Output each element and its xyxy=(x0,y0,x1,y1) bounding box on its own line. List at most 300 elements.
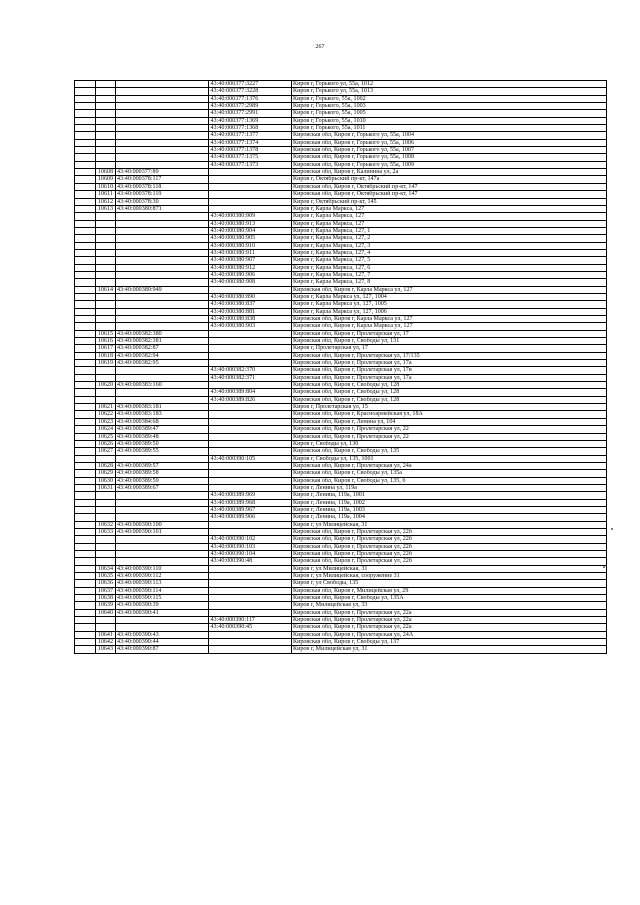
cadastral-number-cell: 43:40:000390:110 xyxy=(115,565,209,572)
row-number-cell: 10637 xyxy=(95,587,115,594)
row-number-cell xyxy=(95,367,115,374)
table-row xyxy=(75,484,607,491)
blank-cell xyxy=(75,161,96,168)
sub-cadastral-number-cell xyxy=(209,191,292,198)
row-number-cell: 10612 xyxy=(95,198,115,205)
page-number: 267 xyxy=(315,44,325,50)
address-cell: Киров г, Милицейская ул, 33 xyxy=(291,602,607,609)
table-row xyxy=(75,249,607,256)
sub-cadastral-number-cell xyxy=(209,382,292,389)
cadastral-number-cell xyxy=(115,543,209,550)
row-number-cell: 10619 xyxy=(95,360,115,367)
row-number-cell: 10614 xyxy=(95,286,115,293)
blank-cell xyxy=(75,499,96,506)
sub-cadastral-number-cell: 43:40:000380:909 xyxy=(209,213,292,220)
address-cell: Киров г, Ленина ул, 119а xyxy=(291,484,607,491)
blank-cell xyxy=(75,433,96,440)
address-cell: Кировская обл, Киров г, Милицейская ул, 29 xyxy=(291,587,607,594)
blank-cell xyxy=(75,580,96,587)
address-cell: Кировская обл, Киров г, Калинина ул, 2а xyxy=(291,169,607,176)
cadastral-number-cell xyxy=(115,235,209,242)
cadastral-number-cell xyxy=(115,227,209,234)
table-row xyxy=(75,631,607,638)
row-number-cell: 10610 xyxy=(95,183,115,190)
cadastral-number-cell: 43:40:000383:181 xyxy=(115,404,209,411)
address-cell: Кировская обл, Киров г, Пролетарская ул, 22б xyxy=(291,543,607,550)
blank-cell xyxy=(75,573,96,580)
cadastral-number-cell xyxy=(115,110,209,117)
sub-cadastral-number-cell xyxy=(209,176,292,183)
cadastral-number-cell xyxy=(115,81,209,88)
cadastral-number-cell xyxy=(115,514,209,521)
table-row xyxy=(75,470,607,477)
scan-speck xyxy=(603,566,605,568)
cadastral-number-cell: 43:40:000390:87 xyxy=(115,646,209,653)
sub-cadastral-number-cell xyxy=(209,360,292,367)
cadastral-number-cell xyxy=(115,506,209,513)
table-row xyxy=(75,573,607,580)
cadastral-number-cell: 43:40:000389:55 xyxy=(115,448,209,455)
blank-cell xyxy=(75,293,96,300)
address-cell: Кировская обл, Киров г, Свободы ул, 135, б xyxy=(291,477,607,484)
table-row xyxy=(75,220,607,227)
blank-cell xyxy=(75,264,96,271)
cadastral-number-cell: 43:40:000389:50 xyxy=(115,440,209,447)
row-number-cell xyxy=(95,624,115,631)
row-number-cell xyxy=(95,323,115,330)
sub-cadastral-number-cell: 43:40:000377:3228 xyxy=(209,88,292,95)
table-row xyxy=(75,176,607,183)
sub-cadastral-number-cell xyxy=(209,470,292,477)
sub-cadastral-number-cell: 43:40:000382:371 xyxy=(209,374,292,381)
blank-cell xyxy=(75,154,96,161)
blank-cell xyxy=(75,448,96,455)
blank-cell xyxy=(75,308,96,315)
address-cell: Кировская обл, Киров г, Горького ул, 55а, 1004 xyxy=(291,132,607,139)
row-number-cell xyxy=(95,257,115,264)
cadastral-number-cell xyxy=(115,95,209,102)
blank-cell xyxy=(75,117,96,124)
table-row xyxy=(75,301,607,308)
blank-cell xyxy=(75,110,96,117)
sub-cadastral-number-cell: 43:40:000377:2989 xyxy=(209,103,292,110)
cadastral-number-cell xyxy=(115,558,209,565)
address-cell: Киров г, Карла Маркса, 127 xyxy=(291,205,607,212)
address-cell: Киров г, Карла Маркса ул, 127, 1004 xyxy=(291,293,607,300)
blank-cell xyxy=(75,528,96,535)
row-number-cell: 10639 xyxy=(95,602,115,609)
address-cell: Кировская обл, Киров г, Пролетарская ул, 22б xyxy=(291,528,607,535)
row-number-cell: 10631 xyxy=(95,484,115,491)
cadastral-number-cell xyxy=(115,293,209,300)
table-row xyxy=(75,271,607,278)
row-number-cell xyxy=(95,132,115,139)
sub-cadastral-number-cell: 43:40:000390:105 xyxy=(209,455,292,462)
cadastral-number-cell xyxy=(115,323,209,330)
sub-cadastral-number-cell: 43:40:000382:370 xyxy=(209,367,292,374)
address-cell: Кировская обл, Киров г, Пролетарская ул, 17 xyxy=(291,330,607,337)
table-row xyxy=(75,213,607,220)
row-number-cell xyxy=(95,499,115,506)
address-cell: Кировская обл, Киров г, Карла Маркса ул, 127 xyxy=(291,316,607,323)
sub-cadastral-number-cell xyxy=(209,448,292,455)
sub-cadastral-number-cell: 43:40:000377:3227 xyxy=(209,81,292,88)
sub-cadastral-number-cell xyxy=(209,345,292,352)
cadastral-number-cell: 43:40:000389:58 xyxy=(115,470,209,477)
address-cell: Кировская обл, Киров г, Карла Маркса ул, 127 xyxy=(291,286,607,293)
sub-cadastral-number-cell xyxy=(209,426,292,433)
row-number-cell: 10615 xyxy=(95,330,115,337)
sub-cadastral-number-cell xyxy=(209,183,292,190)
table-row xyxy=(75,125,607,132)
address-cell: Кировская обл, Киров г, Свободы ул, 131 xyxy=(291,338,607,345)
sub-cadastral-number-cell xyxy=(209,440,292,447)
address-cell: Киров г, Карла Маркса, 127, 8 xyxy=(291,279,607,286)
blank-cell xyxy=(75,624,96,631)
blank-cell xyxy=(75,609,96,616)
sub-cadastral-number-cell: 43:40:000377:2991 xyxy=(209,110,292,117)
sub-cadastral-number-cell xyxy=(209,609,292,616)
cadastral-number-cell xyxy=(115,161,209,168)
address-cell: Кировская обл, Киров г, Горького ул, 55а, 1006 xyxy=(291,139,607,146)
cadastral-number-cell: 43:40:000384:68 xyxy=(115,418,209,425)
address-cell: Киров г, Карла Маркса ул, 127, 1005 xyxy=(291,301,607,308)
blank-cell xyxy=(75,271,96,278)
address-cell: Киров г, Карла Маркса, 127, 1 xyxy=(291,227,607,234)
table-row xyxy=(75,117,607,124)
cadastral-number-cell: 43:40:000378:30 xyxy=(115,198,209,205)
cadastral-number-cell xyxy=(115,271,209,278)
row-number-cell: 10616 xyxy=(95,338,115,345)
blank-cell xyxy=(75,587,96,594)
row-number-cell xyxy=(95,506,115,513)
sub-cadastral-number-cell: 43:40:000380:906 xyxy=(209,271,292,278)
table-row xyxy=(75,565,607,572)
row-number-cell xyxy=(95,271,115,278)
address-cell: Киров г, Карла Маркса, 127 xyxy=(291,213,607,220)
row-number-cell: 10625 xyxy=(95,433,115,440)
address-cell: Киров г, Ленина, 119а, 1002 xyxy=(291,499,607,506)
row-number-cell xyxy=(95,81,115,88)
address-cell: Киров г, Карла Маркса, 127, 7 xyxy=(291,271,607,278)
sub-cadastral-number-cell xyxy=(209,646,292,653)
row-number-cell xyxy=(95,389,115,396)
blank-cell xyxy=(75,235,96,242)
row-number-cell: 10641 xyxy=(95,631,115,638)
cadastral-number-cell xyxy=(115,499,209,506)
address-cell: Киров г, Карла Маркса, 127, 2 xyxy=(291,235,607,242)
table-row xyxy=(75,609,607,616)
table-row xyxy=(75,110,607,117)
sub-cadastral-number-cell: 43:40:000380:890 xyxy=(209,293,292,300)
address-cell: Киров г, Карла Маркса, 127, 4 xyxy=(291,249,607,256)
table-row xyxy=(75,587,607,594)
address-cell: Кировская обл, Киров г, Пролетарская ул, 22б xyxy=(291,558,607,565)
table-row xyxy=(75,595,607,602)
address-cell: Киров г, Свободы ул, 130 xyxy=(291,440,607,447)
row-number-cell: 10617 xyxy=(95,345,115,352)
sub-cadastral-number-cell: 43:40:000377:1378 xyxy=(209,147,292,154)
row-number-cell: 10613 xyxy=(95,205,115,212)
sub-cadastral-number-cell xyxy=(209,352,292,359)
sub-cadastral-number-cell xyxy=(209,462,292,469)
address-cell: Кировская обл, Киров г, Свободы ул, 137 xyxy=(291,639,607,646)
cadastral-number-cell: 43:40:000378:119 xyxy=(115,191,209,198)
cadastral-number-cell xyxy=(115,316,209,323)
sub-cadastral-number-cell: 43:40:000380:910 xyxy=(209,242,292,249)
cadastral-number-cell xyxy=(115,389,209,396)
address-cell: Киров г, Ленина, 119а, 1004 xyxy=(291,514,607,521)
table-row xyxy=(75,411,607,418)
address-cell: Киров г, ул Милицейская, сооружение 31 xyxy=(291,573,607,580)
table-row xyxy=(75,536,607,543)
cadastral-number-cell xyxy=(115,624,209,631)
row-number-cell: 10638 xyxy=(95,595,115,602)
row-number-cell: 10618 xyxy=(95,352,115,359)
table-row xyxy=(75,242,607,249)
cadastral-number-cell xyxy=(115,88,209,95)
cadastral-number-cell: 43:40:000389:48 xyxy=(115,433,209,440)
blank-cell xyxy=(75,440,96,447)
sub-cadastral-number-cell: 43:40:000390:45 xyxy=(209,624,292,631)
address-cell: Кировская обл, Киров г, Пролетарская ул, 22а xyxy=(291,624,607,631)
cadastral-number-cell xyxy=(115,374,209,381)
sub-cadastral-number-cell xyxy=(209,338,292,345)
table-row xyxy=(75,154,607,161)
blank-cell xyxy=(75,382,96,389)
row-number-cell: 10629 xyxy=(95,470,115,477)
cadastral-number-cell xyxy=(115,551,209,558)
cadastral-number-cell xyxy=(115,257,209,264)
address-cell: Киров г, Горького, 55а, 1005 xyxy=(291,110,607,117)
table-row xyxy=(75,543,607,550)
blank-cell xyxy=(75,257,96,264)
blank-cell xyxy=(75,132,96,139)
address-cell: Киров г, Карла Маркса, 127 xyxy=(291,220,607,227)
row-number-cell: 10609 xyxy=(95,176,115,183)
sub-cadastral-number-cell: 43:40:000380:881 xyxy=(209,308,292,315)
table-row xyxy=(75,205,607,212)
table-row xyxy=(75,462,607,469)
address-cell: Киров г, ул Милицейская, 31 xyxy=(291,565,607,572)
address-cell: Киров г, Горького, 55а, 1011 xyxy=(291,125,607,132)
blank-cell xyxy=(75,374,96,381)
table-body xyxy=(75,81,607,654)
table-row xyxy=(75,528,607,535)
row-number-cell xyxy=(95,293,115,300)
row-number-cell xyxy=(95,536,115,543)
sub-cadastral-number-cell xyxy=(209,580,292,587)
blank-cell xyxy=(75,316,96,323)
table-row xyxy=(75,308,607,315)
sub-cadastral-number-cell xyxy=(209,330,292,337)
table-row xyxy=(75,374,607,381)
sub-cadastral-number-cell xyxy=(209,587,292,594)
blank-cell xyxy=(75,183,96,190)
blank-cell xyxy=(75,506,96,513)
sub-cadastral-number-cell xyxy=(209,521,292,528)
sub-cadastral-number-cell: 43:40:000390:104 xyxy=(209,551,292,558)
address-cell: Кировская обл, Киров г, Пролетарская ул, 22 xyxy=(291,433,607,440)
blank-cell xyxy=(75,220,96,227)
table-row xyxy=(75,624,607,631)
row-number-cell xyxy=(95,249,115,256)
address-cell: Киров г, Горького ул, 55а, 1013 xyxy=(291,88,607,95)
blank-cell xyxy=(75,249,96,256)
row-number-cell xyxy=(95,374,115,381)
cadastral-number-cell: 43:40:000383:160 xyxy=(115,382,209,389)
sub-cadastral-number-cell: 43:40:000390:117 xyxy=(209,617,292,624)
address-cell: Киров г, Ленина, 119а, 1003 xyxy=(291,506,607,513)
cadastral-number-cell: 43:40:000390:101 xyxy=(115,528,209,535)
row-number-cell: 10635 xyxy=(95,573,115,580)
blank-cell xyxy=(75,169,96,176)
table-row xyxy=(75,499,607,506)
row-number-cell xyxy=(95,455,115,462)
cadastral-number-cell xyxy=(115,455,209,462)
blank-cell xyxy=(75,595,96,602)
table-row xyxy=(75,396,607,403)
table-row xyxy=(75,330,607,337)
sub-cadastral-number-cell xyxy=(209,198,292,205)
table-row xyxy=(75,404,607,411)
row-number-cell: 10643 xyxy=(95,646,115,653)
cadastral-number-cell xyxy=(115,536,209,543)
blank-cell xyxy=(75,484,96,491)
row-number-cell xyxy=(95,316,115,323)
sub-cadastral-number-cell: 43:40:000380:913 xyxy=(209,220,292,227)
cadastral-number-cell xyxy=(115,249,209,256)
table-row xyxy=(75,602,607,609)
table-row xyxy=(75,139,607,146)
address-cell: Кировская обл, Киров г, Горького ул, 55а, 1007 xyxy=(291,147,607,154)
blank-cell xyxy=(75,455,96,462)
address-cell: Кировская обл, Киров г, Свободы ул, 128 xyxy=(291,396,607,403)
blank-cell xyxy=(75,492,96,499)
row-number-cell xyxy=(95,125,115,132)
address-cell: Киров г, Горького, 55а, 1010 xyxy=(291,117,607,124)
cadastral-number-cell: 43:40:000382:381 xyxy=(115,338,209,345)
cadastral-number-cell xyxy=(115,132,209,139)
address-cell: Кировская обл, Киров г, Ленина ул, 104 xyxy=(291,418,607,425)
blank-cell xyxy=(75,286,96,293)
sub-cadastral-number-cell xyxy=(209,639,292,646)
row-number-cell: 10640 xyxy=(95,609,115,616)
sub-cadastral-number-cell xyxy=(209,433,292,440)
sub-cadastral-number-cell: 43:40:000377:1376 xyxy=(209,95,292,102)
cadastral-number-cell: 43:40:000382:95 xyxy=(115,360,209,367)
address-cell: Кировская обл, Киров г, Свободы ул, 135А xyxy=(291,595,607,602)
table-row xyxy=(75,448,607,455)
cadastral-number-cell: 43:40:000390:100 xyxy=(115,521,209,528)
cadastral-number-cell: 43:40:000382:87 xyxy=(115,345,209,352)
row-number-cell: 10611 xyxy=(95,191,115,198)
row-number-cell xyxy=(95,396,115,403)
blank-cell xyxy=(75,411,96,418)
table-row xyxy=(75,345,607,352)
blank-cell xyxy=(75,617,96,624)
table-row xyxy=(75,338,607,345)
sub-cadastral-number-cell: 43:40:000377:1374 xyxy=(209,139,292,146)
address-cell: Кировская обл, Киров г, Пролетарская ул, 24А xyxy=(291,631,607,638)
cadastral-number-cell: 43:40:000390:44 xyxy=(115,639,209,646)
blank-cell xyxy=(75,367,96,374)
blank-cell xyxy=(75,396,96,403)
blank-cell xyxy=(75,88,96,95)
address-cell: Киров г, Октябрьский пр-кт, 145 xyxy=(291,198,607,205)
table-row xyxy=(75,279,607,286)
table-row xyxy=(75,257,607,264)
sub-cadastral-number-cell: 43:40:000380:912 xyxy=(209,264,292,271)
table-row xyxy=(75,264,607,271)
sub-cadastral-number-cell xyxy=(209,169,292,176)
blank-cell xyxy=(75,565,96,572)
address-cell: Кировская обл, Киров г, Пролетарская ул, 22а xyxy=(291,617,607,624)
table-row xyxy=(75,477,607,484)
row-number-cell: 10620 xyxy=(95,382,115,389)
table-row xyxy=(75,367,607,374)
address-cell: Киров г, Карла Маркса, 127, 6 xyxy=(291,264,607,271)
address-cell: Кировская обл, Киров г, Пролетарская ул, 22б xyxy=(291,536,607,543)
blank-cell xyxy=(75,323,96,330)
address-cell: Кировская обл, Киров г, Пролетарская ул, 17а xyxy=(291,374,607,381)
cadastral-number-cell: 43:40:000383:183 xyxy=(115,411,209,418)
sub-cadastral-number-cell xyxy=(209,602,292,609)
table-row xyxy=(75,506,607,513)
blank-cell xyxy=(75,81,96,88)
cadastral-number-cell: 43:40:000389:47 xyxy=(115,426,209,433)
scan-speck xyxy=(611,528,613,530)
address-cell: Кировская обл, Киров г, Свободы ул, 135 xyxy=(291,448,607,455)
row-number-cell xyxy=(95,117,115,124)
blank-cell xyxy=(75,551,96,558)
table-row xyxy=(75,183,607,190)
blank-cell xyxy=(75,521,96,528)
cadastral-number-cell xyxy=(115,492,209,499)
cadastral-number-cell: 43:40:000390:113 xyxy=(115,580,209,587)
blank-cell xyxy=(75,345,96,352)
row-number-cell xyxy=(95,213,115,220)
cadastral-number-cell: 43:40:000390:39 xyxy=(115,602,209,609)
sub-cadastral-number-cell: 43:40:000380:907 xyxy=(209,257,292,264)
blank-cell xyxy=(75,418,96,425)
address-cell: Кировская обл, Киров г, Пролетарская ул, 22б xyxy=(291,551,607,558)
sub-cadastral-number-cell: 43:40:000380:911 xyxy=(209,249,292,256)
row-number-cell: 10633 xyxy=(95,528,115,535)
row-number-cell: 10636 xyxy=(95,580,115,587)
table-row xyxy=(75,617,607,624)
table-row xyxy=(75,169,607,176)
sub-cadastral-number-cell: 43:40:000377:1377 xyxy=(209,132,292,139)
table-row xyxy=(75,455,607,462)
row-number-cell: 10608 xyxy=(95,169,115,176)
address-cell: Киров г, Октябрьский пр-кт, 147а xyxy=(291,176,607,183)
blank-cell xyxy=(75,301,96,308)
row-number-cell xyxy=(95,110,115,117)
row-number-cell: 10622 xyxy=(95,411,115,418)
address-cell: Кировская обл, Киров г, Красноармейская ул, 18А xyxy=(291,411,607,418)
table-row xyxy=(75,433,607,440)
blank-cell xyxy=(75,639,96,646)
blank-cell xyxy=(75,646,96,653)
table-row xyxy=(75,293,607,300)
cadastral-number-cell xyxy=(115,396,209,403)
property-register-table xyxy=(74,80,607,654)
cadastral-number-cell: 43:40:000390:43 xyxy=(115,631,209,638)
blank-cell xyxy=(75,558,96,565)
sub-cadastral-number-cell: 43:40:000377:1373 xyxy=(209,161,292,168)
row-number-cell xyxy=(95,88,115,95)
